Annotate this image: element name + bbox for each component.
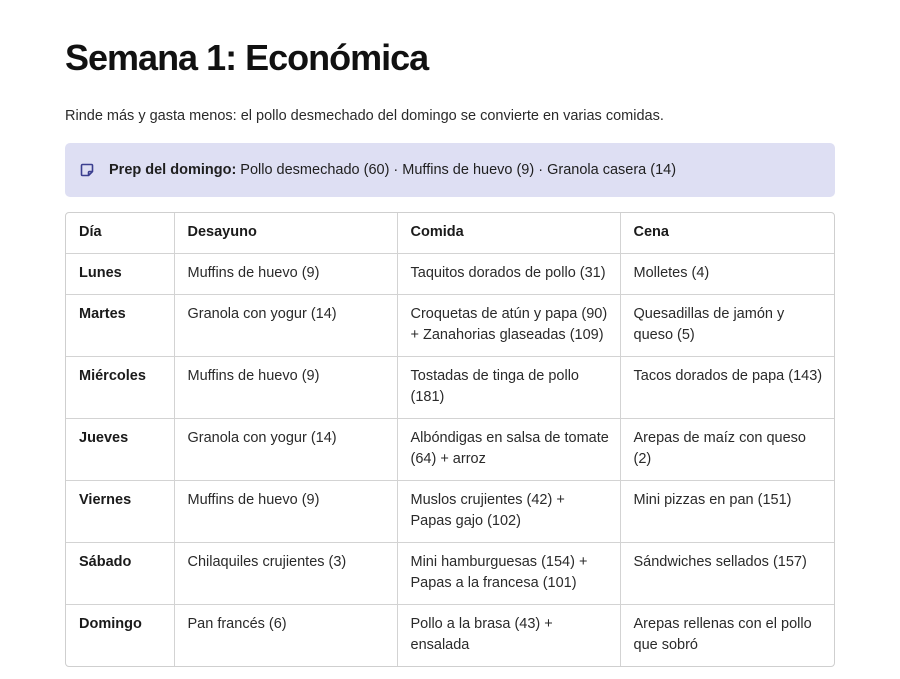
table-row [66,254,834,295]
prep-callout [65,143,835,197]
dinner-cell: Sándwiches sellados (157) [620,542,834,604]
lunch-cell: Albóndigas en salsa de tomate (64) + arroz [397,418,620,480]
meal-plan-table [65,212,835,667]
table-row [66,418,834,480]
page-subtitle: Rinde más y gasta menos: el pollo desmechado del domingo se convierte en varias comidas. [65,108,664,124]
breakfast-cell: Muffins de huevo (9) [174,480,397,542]
breakfast-cell: Granola con yogur (14) [174,294,397,356]
dinner-cell: Tacos dorados de papa (143) [620,356,834,418]
day-cell: Lunes [66,254,174,295]
breakfast-cell: Granola con yogur (14) [174,418,397,480]
breakfast-cell: Muffins de huevo (9) [174,254,397,295]
day-cell: Sábado [66,542,174,604]
column-header: Desayuno [174,213,397,254]
dinner-cell: Quesadillas de jamón y queso (5) [620,294,834,356]
day-cell: Viernes [66,480,174,542]
dinner-cell: Arepas de maíz con queso (2) [620,418,834,480]
lunch-cell: Taquitos dorados de pollo (31) [397,254,620,295]
table-row [66,604,834,666]
lunch-cell: Muslos crujientes (42) + Papas gajo (102) [397,480,620,542]
table-row [66,294,834,356]
breakfast-cell: Muffins de huevo (9) [174,356,397,418]
dinner-cell: Molletes (4) [620,254,834,295]
breakfast-cell: Pan francés (6) [174,604,397,666]
lunch-cell: Pollo a la brasa (43) + ensalada [397,604,620,666]
table-row [66,480,834,542]
callout-text: Pollo desmechado (60) · Muffins de huevo (9) · Granola casera (14) [240,162,677,178]
note-icon [80,163,94,177]
column-header: Comida [397,213,620,254]
column-header: Cena [620,213,834,254]
dinner-cell: Arepas rellenas con el pollo que sobró [633,615,812,653]
table-row [66,356,834,418]
lunch-cell: Croquetas de atún y papa (90) + Zanahorias glaseadas (109) [397,294,620,356]
lunch-cell: Mini hamburguesas (154) + Papas a la francesa (101) [397,542,620,604]
callout-label: Prep del domingo: [109,162,237,178]
column-header: Día [66,213,174,254]
day-cell: Martes [66,294,174,356]
day-cell: Domingo [66,604,174,666]
lunch-cell: Tostadas de tinga de pollo (181) [397,356,620,418]
table-header-row [66,213,834,254]
dinner-cell: Mini pizzas en pan (151) [620,480,834,542]
breakfast-cell: Chilaquiles crujientes (3) [174,542,397,604]
day-cell: Miércoles [66,356,174,418]
day-cell: Jueves [66,418,174,480]
page-title: Semana 1: Económica [65,37,429,78]
table-row [66,542,834,604]
